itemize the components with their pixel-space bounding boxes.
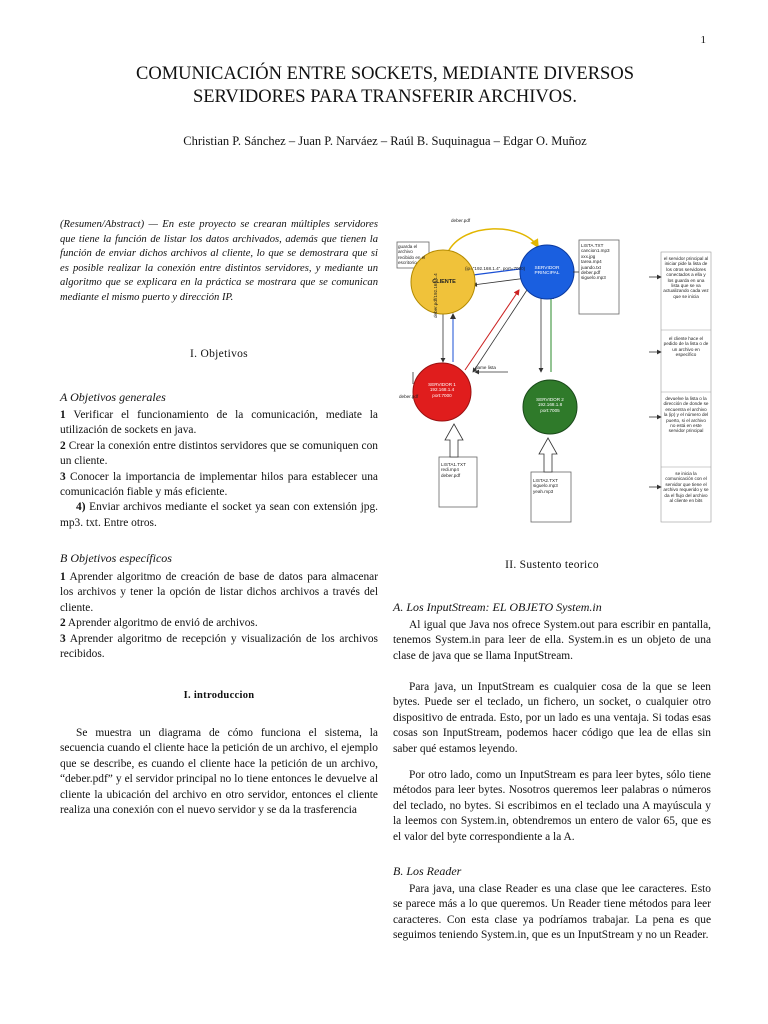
list-item: 3 Aprender algoritmo de recepción y visualización de los archivos recibidos. — [60, 632, 378, 661]
title-line-2: SERVIDORES PARA TRANSFERIR ARCHIVOS. — [192, 87, 578, 107]
list-item: 1 Aprender algoritmo de creación de base de datos para almacenar los archivos y tener la opción de listar dichos archivos a través del cliente. — [60, 571, 379, 614]
general-objectives-heading: A Objetivos generales — [60, 390, 166, 404]
abstract: (Resumen/Abstract) — En este proyecto se crearan múltiples servidores que tiene la función de listar los datos archivados, además que tienen la función de enviar dichos archivos al cliente, lo que se demostrara que si es posible realizar la conexión entre distintos servidores, y mediante un algoritmo que se explicara en la práctica se mostrara que se comunican mediante el mismo puerto y dirección IP. — [60, 219, 378, 303]
list-item: 3 Conocer la importancia de implementar hilos para establecer una comunicación fiable y más eficiente. — [60, 470, 378, 499]
arrow-top — [448, 229, 538, 252]
edge-top-label: deber.pdf — [451, 218, 471, 223]
main-server-label: SERVIDOR PRINCIPAL — [534, 266, 560, 277]
server-1-label: SERVIDOR 1 192.168.1.4 port:7000 — [428, 382, 456, 398]
list1-box-text: LISTA1.TXT redi.mp4 deber.pdf — [441, 462, 466, 478]
subsection-a-heading: A. Los InputStream: EL OBJETO System.in — [393, 600, 602, 614]
subsection-a-p2: Para java, un InputStream es cualquier cosa de la que se leen bytes. Puede ser el teclado, un fichero, un socket, o cualquier otro dispositivo de entrada. Esto, por un lado es una ventaja. Si todas esas cosas son InputStream, podemos hacer código que lea de ellas sin saber qué estamos leyendo. — [393, 681, 711, 755]
note-3: devuelve la lista o la dirección de donde se encuentra el archivo la (ip) y el número del puerto, si el archivo no está en este servidor principal — [663, 396, 709, 434]
system-diagram — [393, 212, 715, 538]
intro-paragraph: Se muestra un diagrama de cómo funciona el sistema, la secuencia cuando el cliente hace la petición de un archivo, el ejemplo que se describe, es cuando el cliente hace la petición de un archivo, “deber.pdf” y el servidor principal no lo tiene entonces le devuelve al cliente la ubicación del archivo en otro servidor, entonces el cliente realiza una conexión con el nuevo servidor y se da la trasferencia — [60, 727, 378, 817]
theory-heading: II. Sustento teorico — [505, 559, 599, 571]
list-item: 2 Crear la conexión entre distintos servidores que se comuniquen con un cliente. — [60, 439, 378, 468]
specific-objectives-heading: B Objetivos específicos — [60, 551, 172, 565]
edge-ip-label: (ip="192.168.1.4", port=7000) — [465, 266, 526, 271]
authors: Christian P. Sánchez – Juan P. Narváez – Raúl B. Suquinagua – Edgar O. Muñoz — [183, 134, 587, 148]
subsection-b-heading: B. Los Reader — [393, 864, 462, 878]
subsection-a-p1: Al igual que Java nos ofrece System.out para escribir en pantalla, tenemos System.in para leer de ella. System.in es un objeto de una clase de java que se llama InputStream. — [393, 619, 711, 662]
list-item: 4) Enviar archivos mediante el socket ya sean con extensión jpg. mp3. txt. Entre otros. — [60, 501, 378, 529]
page-number: 1 — [700, 34, 706, 46]
note-2: el cliente hace el pedido de la lista o de un archivo en específico — [663, 336, 709, 358]
edge-deber-label: deber.pdf — [399, 394, 419, 399]
paper-title — [60, 63, 710, 109]
specific-objectives-list — [60, 570, 378, 662]
edge-dame-label: dame lista — [475, 365, 496, 370]
note-4: se inicia la comunicación con el servidor que tiene el archivo requerido y se da el flujo del archivo al cliente en bits — [663, 471, 709, 504]
general-objectives-list — [60, 408, 378, 531]
client-node-label: CLIENTE — [432, 279, 456, 285]
objectives-heading: I. Objetivos — [190, 348, 248, 360]
client-note-text: guarda el archivo recibido en el escritorio — [398, 244, 426, 266]
list2-box-text: LISTA2.TXT siguelo.mp3 yeah.mp3 — [533, 478, 558, 494]
list-item: 2 Aprender algoritmo de envió de archivos. — [60, 617, 258, 630]
title-line-1: COMUNICACIÓN ENTRE SOCKETS, MEDIANTE DIVERSOS — [136, 64, 634, 84]
subsection-b-p1: Para java, una clase Reader es una clase que lee caracteres. Esto se parece más a lo que queremos. Un Reader tiene métodos para leer caracteres. Con esta clase ya podríamos trabajar. La pena es que seguimos teniendo System.in, que es un InputStream y no un Reader. — [393, 883, 711, 942]
server-2-label: SERVIDOR 2 192.168.1.8 port:7005 — [536, 397, 564, 413]
list-box-text: LISTA.TXT cancion1.mp3 xxx.jpg tarea.mp4 juando.txt deber.pdf siguelo.mp3 — [581, 243, 610, 281]
intro-heading: I. introduccion — [183, 690, 255, 701]
note-1: el servidor principal al iniciar pide la lista de los otros servidores conectados a ella y los guarda en una lista que se va actualizando cada vez que se inicia — [663, 256, 709, 299]
edge-left-label: deber.pdf/192.168.1.4 — [433, 273, 438, 318]
subsection-a-p3: Por otro lado, como un InputStream es para leer bytes, sólo tiene métodos para leer bytes. Nosotros queremos leer palabras o números del teclado, no bytes. Si escribimos en el teclado una A mayúscula y la leemos con System.in, obtendremos un entero de valor 65, que es el valor del byte correspondiente a la A. — [393, 769, 711, 843]
list-item: 1 Verificar el funcionamiento de la comunicación, mediate la utilización de sockets en java. — [60, 409, 378, 437]
